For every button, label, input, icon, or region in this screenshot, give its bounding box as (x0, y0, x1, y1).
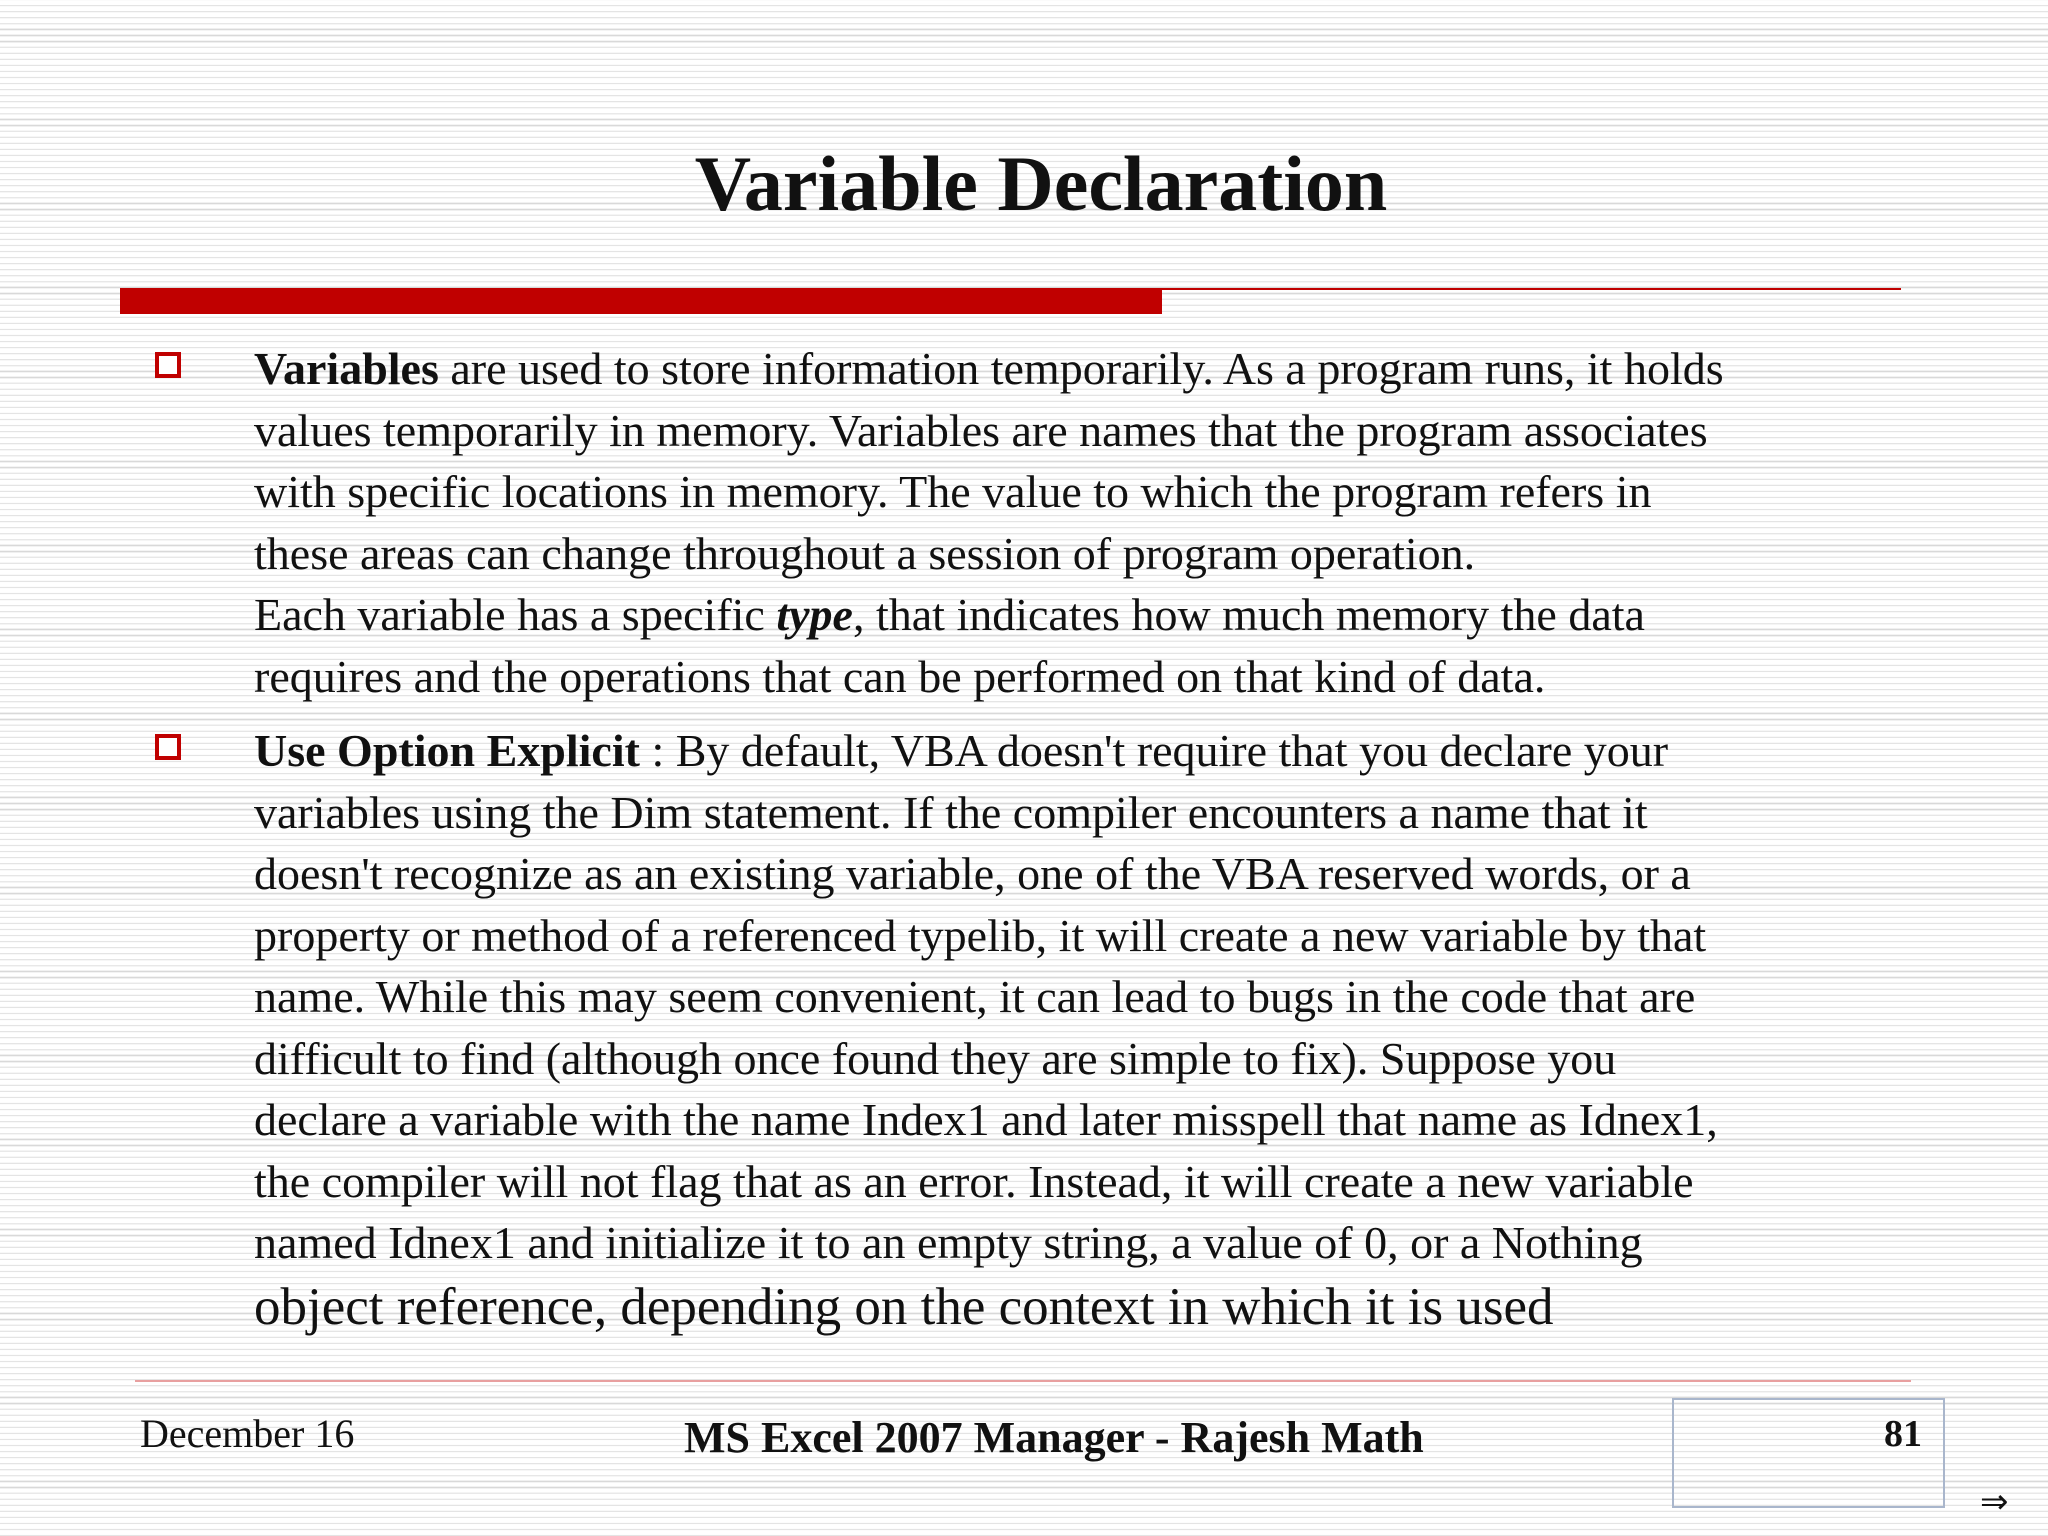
text-line (254, 584, 1914, 646)
text-line: the compiler will not flag that as an error. Instead, it will create a new variable (254, 1155, 1694, 1207)
bullet-lead-term: Variables (254, 343, 439, 394)
text-line (254, 720, 1914, 782)
footer-date: December 16 (140, 1411, 355, 1456)
text-span: are used to store information temporarily. As a program runs, it holds (438, 343, 1724, 394)
slide-title: Variable Declaration (694, 140, 1388, 227)
text-span: : By default, VBA doesn't require that you declare your (639, 725, 1669, 776)
text-line (254, 338, 1914, 400)
title-underline-thick (120, 290, 1162, 314)
text-line: variables using the Dim statement. If the compiler encounters a name that it (254, 786, 1648, 838)
text-line: property or method of a referenced typelib, it will create a new variable by that (254, 909, 1707, 961)
text-line: values temporarily in memory. Variables are names that the program associates (254, 404, 1708, 456)
bullet-square-icon (155, 734, 181, 760)
text-line: these areas can change throughout a session of program operation. (254, 527, 1476, 579)
text-line: named Idnex1 and initialize it to an empty string, a value of 0, or a Nothing (254, 1217, 1643, 1268)
text-span: Each variable has a specific (254, 589, 777, 640)
next-slide-arrow-icon[interactable]: ⇒ (1980, 1482, 2009, 1522)
text-line: declare a variable with the name Index1 and later misspell that name as Idnex1, (254, 1094, 1718, 1145)
page-number: 81 (1884, 1413, 1922, 1455)
footer-divider (135, 1380, 1911, 1382)
text-line: requires and the operations that can be performed on that kind of data. (254, 650, 1546, 702)
text-line: with specific locations in memory. The value to which the program refers in (254, 466, 1652, 517)
text-line: name. While this may seem convenient, it can lead to bugs in the code that are (254, 971, 1696, 1022)
type-keyword: type (776, 589, 853, 640)
bullet-lead-term: Use Option Explicit (254, 725, 640, 776)
bullet-variables (254, 338, 1914, 707)
text-line: object reference, depending on the context in which it is used (254, 1277, 1554, 1336)
bullet-square-icon (155, 352, 181, 378)
text-line: doesn't recognize as an existing variable, one of the VBA reserved words, or a (254, 848, 1691, 899)
text-span: , that indicates how much memory the data (852, 589, 1645, 640)
footer-title: MS Excel 2007 Manager - Rajesh Math (684, 1413, 1424, 1462)
bullet-option-explicit (254, 720, 1914, 1340)
text-line: difficult to find (although once found they are simple to fix). Suppose you (254, 1032, 1617, 1084)
